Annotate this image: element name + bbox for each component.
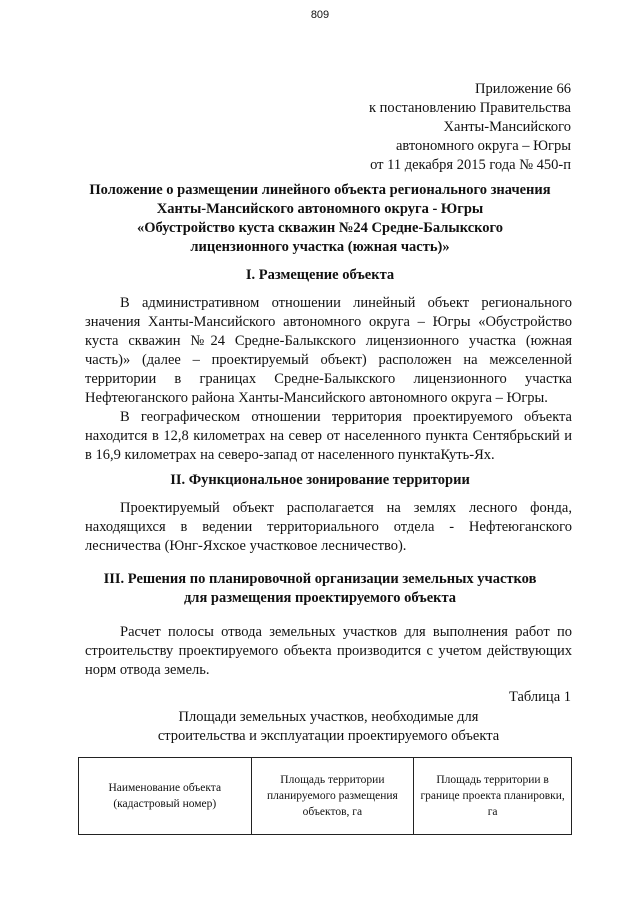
appendix-line: от 11 декабря 2015 года № 450-п (370, 157, 571, 173)
appendix-block (369, 80, 571, 175)
title-line: лицензионного участка (южная часть)» (190, 239, 450, 255)
appendix-line: автономного округа – Югры (395, 138, 571, 154)
title-line: Положение о размещении линейного объекта регионального значения (89, 182, 551, 198)
appendix-line: к постановлению Правительства (369, 100, 571, 116)
paragraph: В географическом отношении территория проектируемого объекта находится в 12,8 километрах на север от населенного пункта Сентябрьский и в 16,9 километрах на северо-запад от населенного пунктаКуть-Ях. (85, 409, 572, 463)
section-3-heading (70, 570, 570, 608)
section-1-heading: I. Размещение объекта (245, 267, 395, 283)
appendix-line: Приложение 66 (475, 81, 571, 97)
heading-line: III. Решения по планировочной организации земельных участков (103, 571, 537, 587)
paragraph: Проектируемый объект располагается на землях лесного фонда, находящихся в ведении территориального отдела - Нефтеюганского лесничества (Юнг-Яхское участковое лесничество). (85, 500, 572, 554)
table-header-row (79, 758, 572, 835)
section-3-body (85, 623, 572, 680)
caption-line: строительства и эксплуатации проектируемого объекта (157, 728, 500, 744)
title-line: «Обустройство куста скважин №24 Средне-Балыкского (136, 220, 504, 236)
table-caption (85, 708, 572, 746)
title-line: Ханты-Мансийского автономного округа - Югры (156, 201, 484, 217)
column-header: Площадь территории в границе проекта планировки, га (414, 758, 572, 835)
section-2-body (85, 499, 572, 556)
caption-line: Площади земельных участков, необходимые для (178, 709, 479, 725)
column-header: Наименование объекта (кадастровый номер) (79, 758, 252, 835)
section-2-heading: II. Функциональное зонирование территории (170, 472, 470, 488)
paragraph: В административном отношении линейный объект регионального значения Ханты-Мансийского автономного округа – Югры «Обустройство куста скважин №24 Средне-Балыкского лицензионного участка (южная часть)» (далее – проектируемый объект) расположен на межселенной территории в границах Средне-Балыкского лицензионного участка Нефтеюганского района Ханты-Мансийского автономного округа – Югры. (85, 295, 572, 406)
heading-line: для размещения проектируемого объекта (183, 590, 457, 606)
paragraph: Расчет полосы отвода земельных участков для выполнения работ по строительству проектируемого объекта производится с учетом действующих норм отвода земель. (85, 624, 572, 678)
section-1-body (85, 294, 572, 465)
table-label: Таблица 1 (508, 689, 571, 705)
page-number: 809 (310, 9, 330, 21)
column-header: Площадь территории планируемого размещения объектов, га (251, 758, 414, 835)
document-title (70, 181, 570, 257)
appendix-line: Ханты-Мансийского (443, 119, 571, 135)
land-area-table (78, 757, 572, 835)
